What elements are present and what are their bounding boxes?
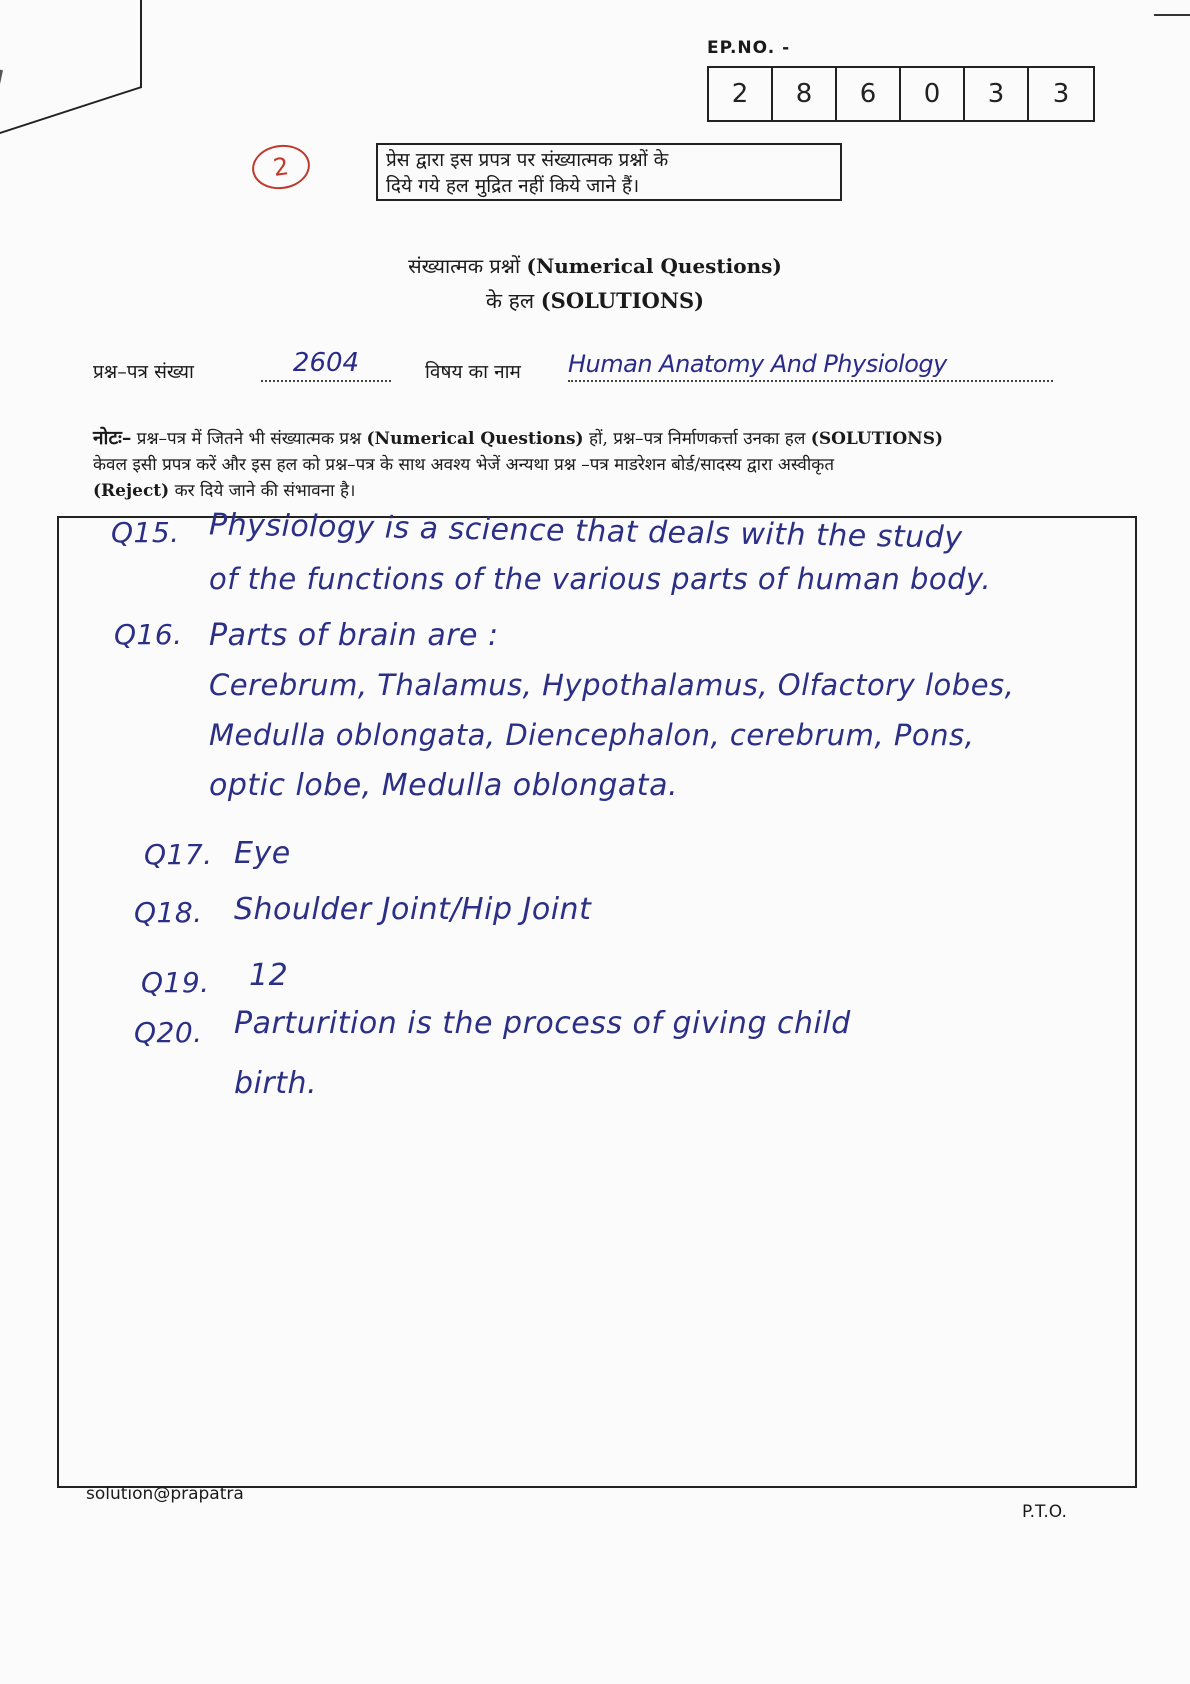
q16-answer-line-1: Parts of brain are :: [209, 618, 499, 653]
note-text-1c: हों, प्रश्न–पत्र निर्माणकर्त्ता उनका हल: [589, 429, 806, 449]
q20-answer-line-2: birth.: [234, 1066, 318, 1101]
q16-answer-line-4: optic lobe, Medulla oblongata.: [209, 768, 678, 803]
note-text-1d: (SOLUTIONS): [810, 429, 944, 449]
q17-answer: Eye: [234, 836, 291, 871]
q20-answer-line-1: Parturition is the process of giving child: [234, 1006, 851, 1041]
note-line-2: केवल इसी प्रपत्र करें और इस हल को प्रश्न–पत्र के साथ अवश्य भेजें अन्यथा प्रश्न –पत्र माडरेशन बोर्ड/सादस्य द्वारा अस्वीकृत: [93, 455, 835, 475]
note-head: नोटः–: [93, 427, 132, 449]
heading-english-1: (Numerical Questions): [526, 254, 782, 278]
note-line-3: [93, 478, 1103, 504]
q18-answer: Shoulder Joint/Hip Joint: [234, 892, 592, 927]
ep-digit: 0: [901, 68, 965, 120]
q20-label: Q20.: [134, 1016, 203, 1049]
note-text-1a: प्रश्न–पत्र में जितने भी संख्यात्मक प्रश्न: [136, 429, 362, 449]
q17-label: Q17.: [144, 838, 213, 871]
heading-english-2: (SOLUTIONS): [540, 288, 705, 313]
footer-pto: P.T.O.: [1022, 1502, 1067, 1522]
q15-answer-line-1: Physiology is a science that deals with the study: [208, 507, 963, 556]
subject-value: Human Anatomy And Physiology: [568, 350, 1053, 382]
ep-digit: 3: [1052, 79, 1070, 109]
notice-line-2: दिये गये हल मुद्रित नहीं किये जाने हैं।: [386, 175, 640, 197]
q16-answer-line-3: Medulla oblongata, Diencephalon, cerebrum, Pons,: [209, 718, 975, 752]
paper-number-label: प्रश्न–पत्र संख्या: [93, 361, 194, 383]
ep-digit: 3: [965, 68, 1029, 120]
q19-answer: 12: [249, 958, 289, 993]
footer-email: solution@prapatra: [86, 1484, 244, 1504]
note-text-3b: कर दिये जाने की संभावना है।: [174, 481, 356, 501]
q15-answer-line-2: of the functions of the various parts of human body.: [209, 562, 992, 596]
heading-hindi-1: संख्यात्मक प्रश्नों: [408, 254, 521, 278]
q16-answer-line-2: Cerebrum, Thalamus, Hypothalamus, Olfactory lobes,: [209, 668, 1015, 702]
heading-hindi-2: के हल: [485, 289, 535, 313]
ep-digit: 2: [709, 68, 773, 120]
corner-fold-artifact: [0, 0, 142, 134]
q15-label: Q15.: [111, 516, 180, 549]
note-line-1: [93, 425, 1103, 452]
q18-label: Q18.: [134, 896, 203, 929]
paper-subject-row: [93, 348, 1093, 392]
instruction-note: [93, 425, 1103, 504]
q16-label: Q16.: [114, 618, 183, 651]
subject-label: विषय का नाम: [425, 361, 521, 383]
press-notice-box: [376, 143, 842, 201]
note-text-3a: (Reject): [93, 481, 170, 501]
circled-page-mark: 2: [249, 141, 313, 193]
heading-line-2: [0, 287, 1190, 315]
heading-line-1: [0, 252, 1190, 279]
ep-number-label: EP.NO. -: [707, 38, 791, 58]
ep-digit: 6: [837, 68, 901, 120]
q19-label: Q19.: [141, 966, 210, 999]
ep-number-boxes: [707, 66, 1095, 122]
note-text-1b: (Numerical Questions): [366, 429, 584, 449]
corner-mark: [1154, 14, 1190, 16]
paper-number-value: 2604: [261, 348, 391, 382]
ep-digit: 8: [773, 68, 837, 120]
notice-line-1: प्रेस द्वारा इस प्रपत्र पर संख्यात्मक प्रश्नों के: [386, 149, 669, 171]
answer-box: [57, 507, 1137, 1488]
